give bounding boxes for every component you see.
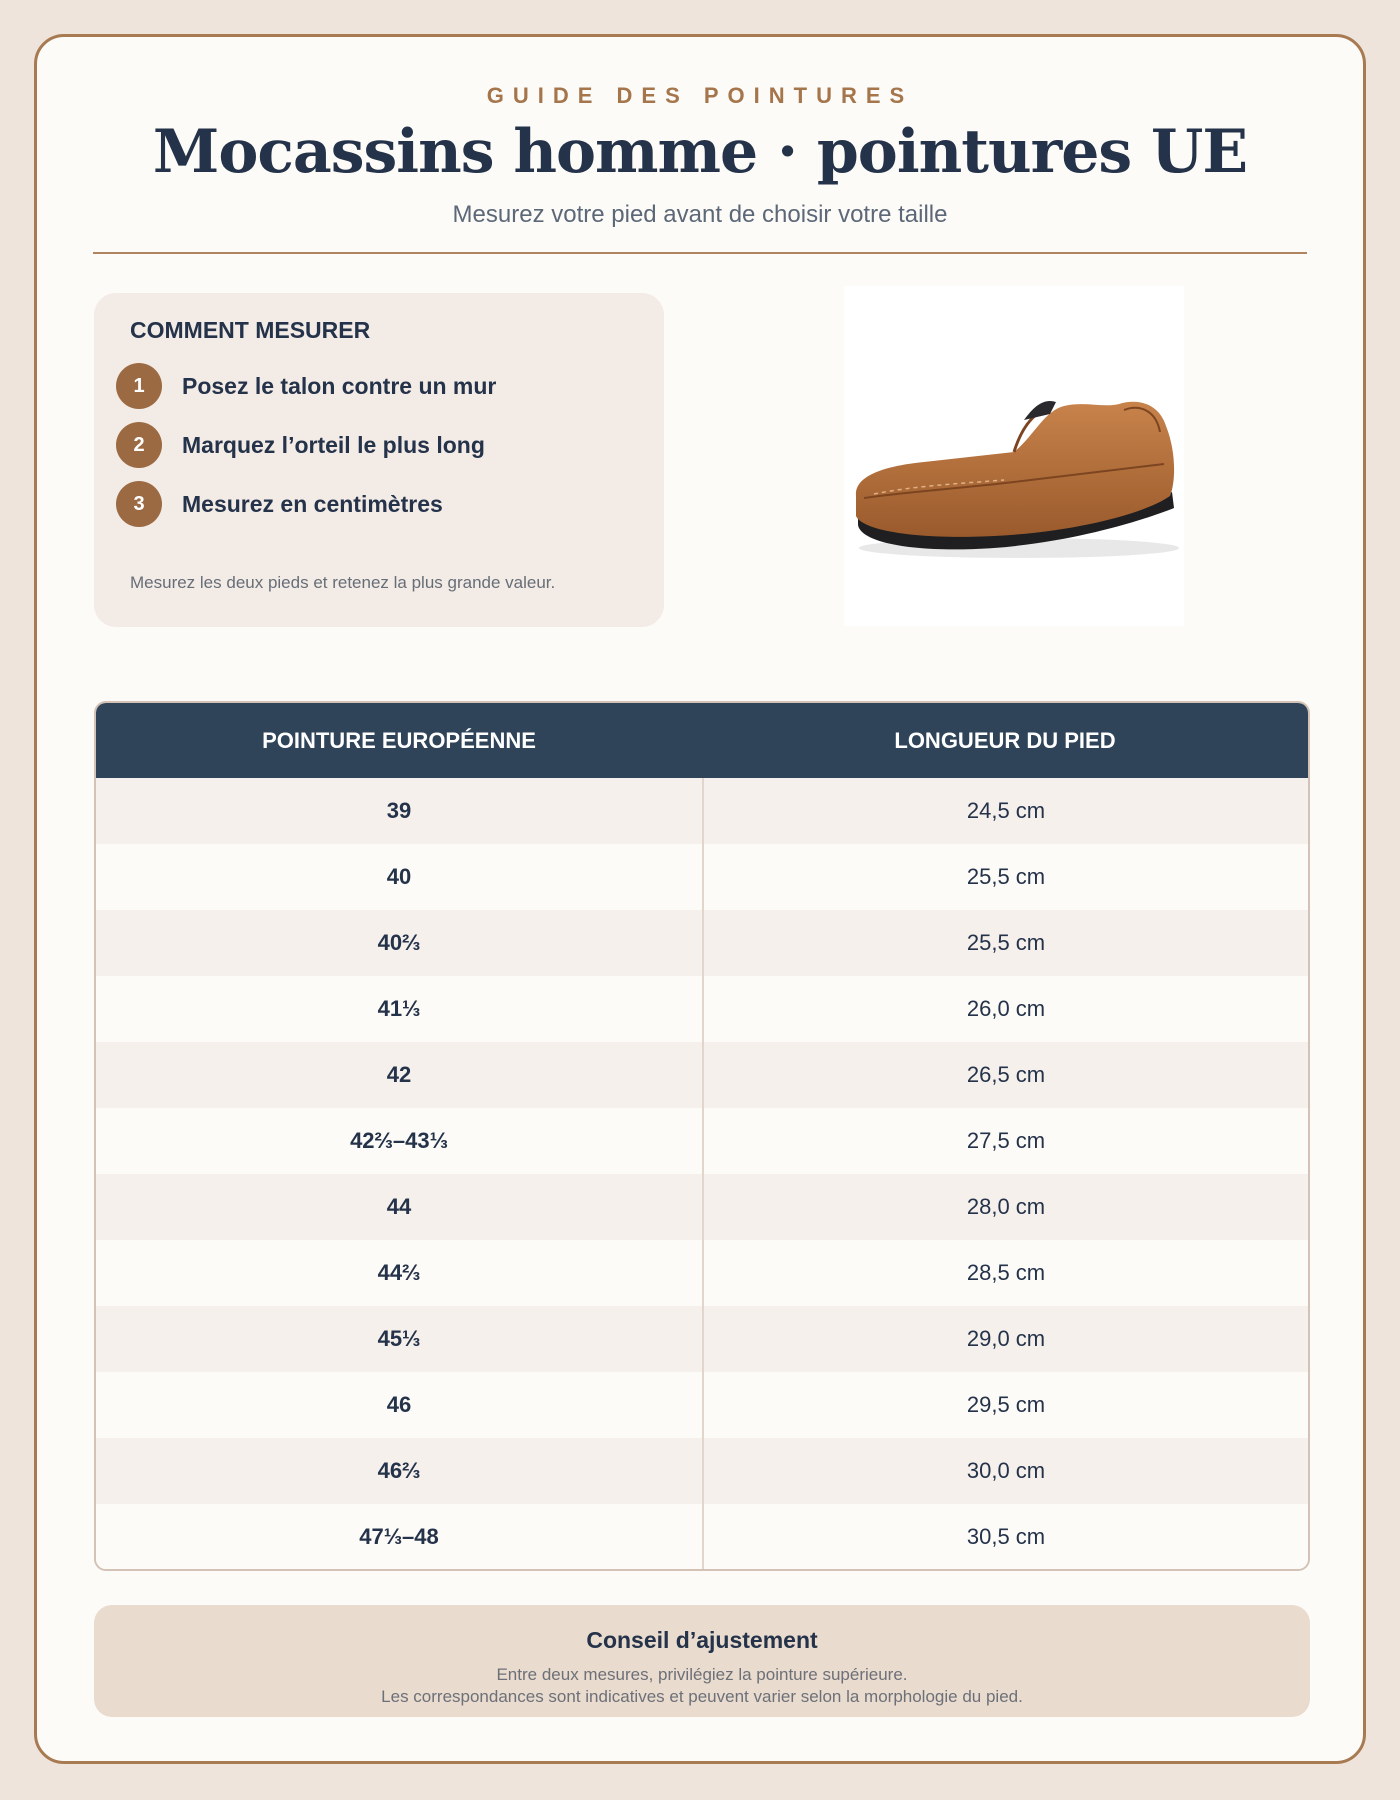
column-header-eu-size: POINTURE EUROPÉENNE xyxy=(262,727,536,753)
size-table xyxy=(94,701,1310,1571)
fit-advice-line: Entre deux mesures, privilégiez la pointure supérieure. xyxy=(496,1665,908,1684)
foot-length-cell: 30,0 cm xyxy=(966,1458,1046,1483)
table-row xyxy=(96,910,1308,976)
table-row xyxy=(96,1042,1308,1108)
table-row xyxy=(96,778,1308,844)
how-to-measure-title: COMMENT MESURER xyxy=(130,317,371,343)
column-header-foot-length: LONGUEUR DU PIED xyxy=(894,727,1116,753)
step-number-badge: 3 xyxy=(116,481,162,527)
foot-length-cell: 27,5 cm xyxy=(966,1128,1046,1153)
size-table-body xyxy=(96,778,1308,1570)
measure-step-1 xyxy=(116,363,496,409)
foot-length-cell: 29,0 cm xyxy=(966,1326,1046,1351)
size-table-header xyxy=(96,703,1308,778)
table-row xyxy=(96,1306,1308,1372)
eu-size-cell: 40 xyxy=(96,844,704,910)
table-row xyxy=(96,976,1308,1042)
page-subtitle: Mesurez votre pied avant de choisir votre taille xyxy=(452,201,948,228)
step-text: Marquez l’orteil le plus long xyxy=(182,431,485,458)
eu-size-cell: 42⅔–43⅓ xyxy=(96,1108,704,1174)
measure-step-3 xyxy=(116,481,443,527)
how-to-measure-note: Mesurez les deux pieds et retenez la plus grande valeur. xyxy=(130,573,556,592)
eu-size-cell: 41⅓ xyxy=(96,976,704,1042)
eu-size-cell: 42 xyxy=(96,1042,704,1108)
table-row xyxy=(96,1240,1308,1306)
eu-size-cell: 47⅓–48 xyxy=(96,1504,704,1570)
table-row xyxy=(96,844,1308,910)
foot-length-cell: 26,0 cm xyxy=(966,996,1046,1021)
eu-size-cell: 44 xyxy=(96,1174,704,1240)
table-row xyxy=(96,1174,1308,1240)
fit-advice-panel xyxy=(94,1605,1310,1717)
how-to-measure-panel xyxy=(94,293,664,627)
foot-length-cell: 29,5 cm xyxy=(966,1392,1046,1417)
size-guide-card xyxy=(34,34,1366,1764)
step-text: Posez le talon contre un mur xyxy=(182,372,497,399)
eu-size-cell: 46⅔ xyxy=(96,1438,704,1504)
header-divider xyxy=(93,252,1307,254)
table-row xyxy=(96,1438,1308,1504)
foot-length-cell: 28,0 cm xyxy=(966,1194,1046,1219)
foot-length-cell: 28,5 cm xyxy=(966,1260,1046,1285)
step-text: Mesurez en centimètres xyxy=(182,490,443,517)
foot-length-cell: 25,5 cm xyxy=(966,930,1046,955)
loafer-icon xyxy=(844,286,1184,626)
eu-size-cell: 45⅓ xyxy=(96,1306,704,1372)
foot-length-cell: 30,5 cm xyxy=(966,1524,1046,1549)
loafer-product-image xyxy=(844,286,1184,626)
page-title: Mocassins homme · pointures UE xyxy=(152,117,1248,187)
fit-advice-disclaimer: Les correspondances sont indicatives et peuvent varier selon la morphologie du pied. xyxy=(381,1687,1023,1706)
eu-size-cell: 46 xyxy=(96,1372,704,1438)
eu-size-cell: 40⅔ xyxy=(96,910,704,976)
table-row xyxy=(96,1108,1308,1174)
fit-advice-title: Conseil d’ajustement xyxy=(586,1627,818,1653)
foot-length-cell: 25,5 cm xyxy=(966,864,1046,889)
eu-size-cell: 39 xyxy=(96,778,704,844)
foot-length-cell: 26,5 cm xyxy=(966,1062,1046,1087)
table-row xyxy=(96,1372,1308,1438)
eu-size-cell: 44⅔ xyxy=(96,1240,704,1306)
eyebrow-label: GUIDE DES POINTURES xyxy=(486,83,914,108)
step-number-badge: 1 xyxy=(116,363,162,409)
table-row xyxy=(96,1504,1308,1570)
measure-step-2 xyxy=(116,422,485,468)
foot-length-cell: 24,5 cm xyxy=(966,798,1046,823)
step-number-badge: 2 xyxy=(116,422,162,468)
